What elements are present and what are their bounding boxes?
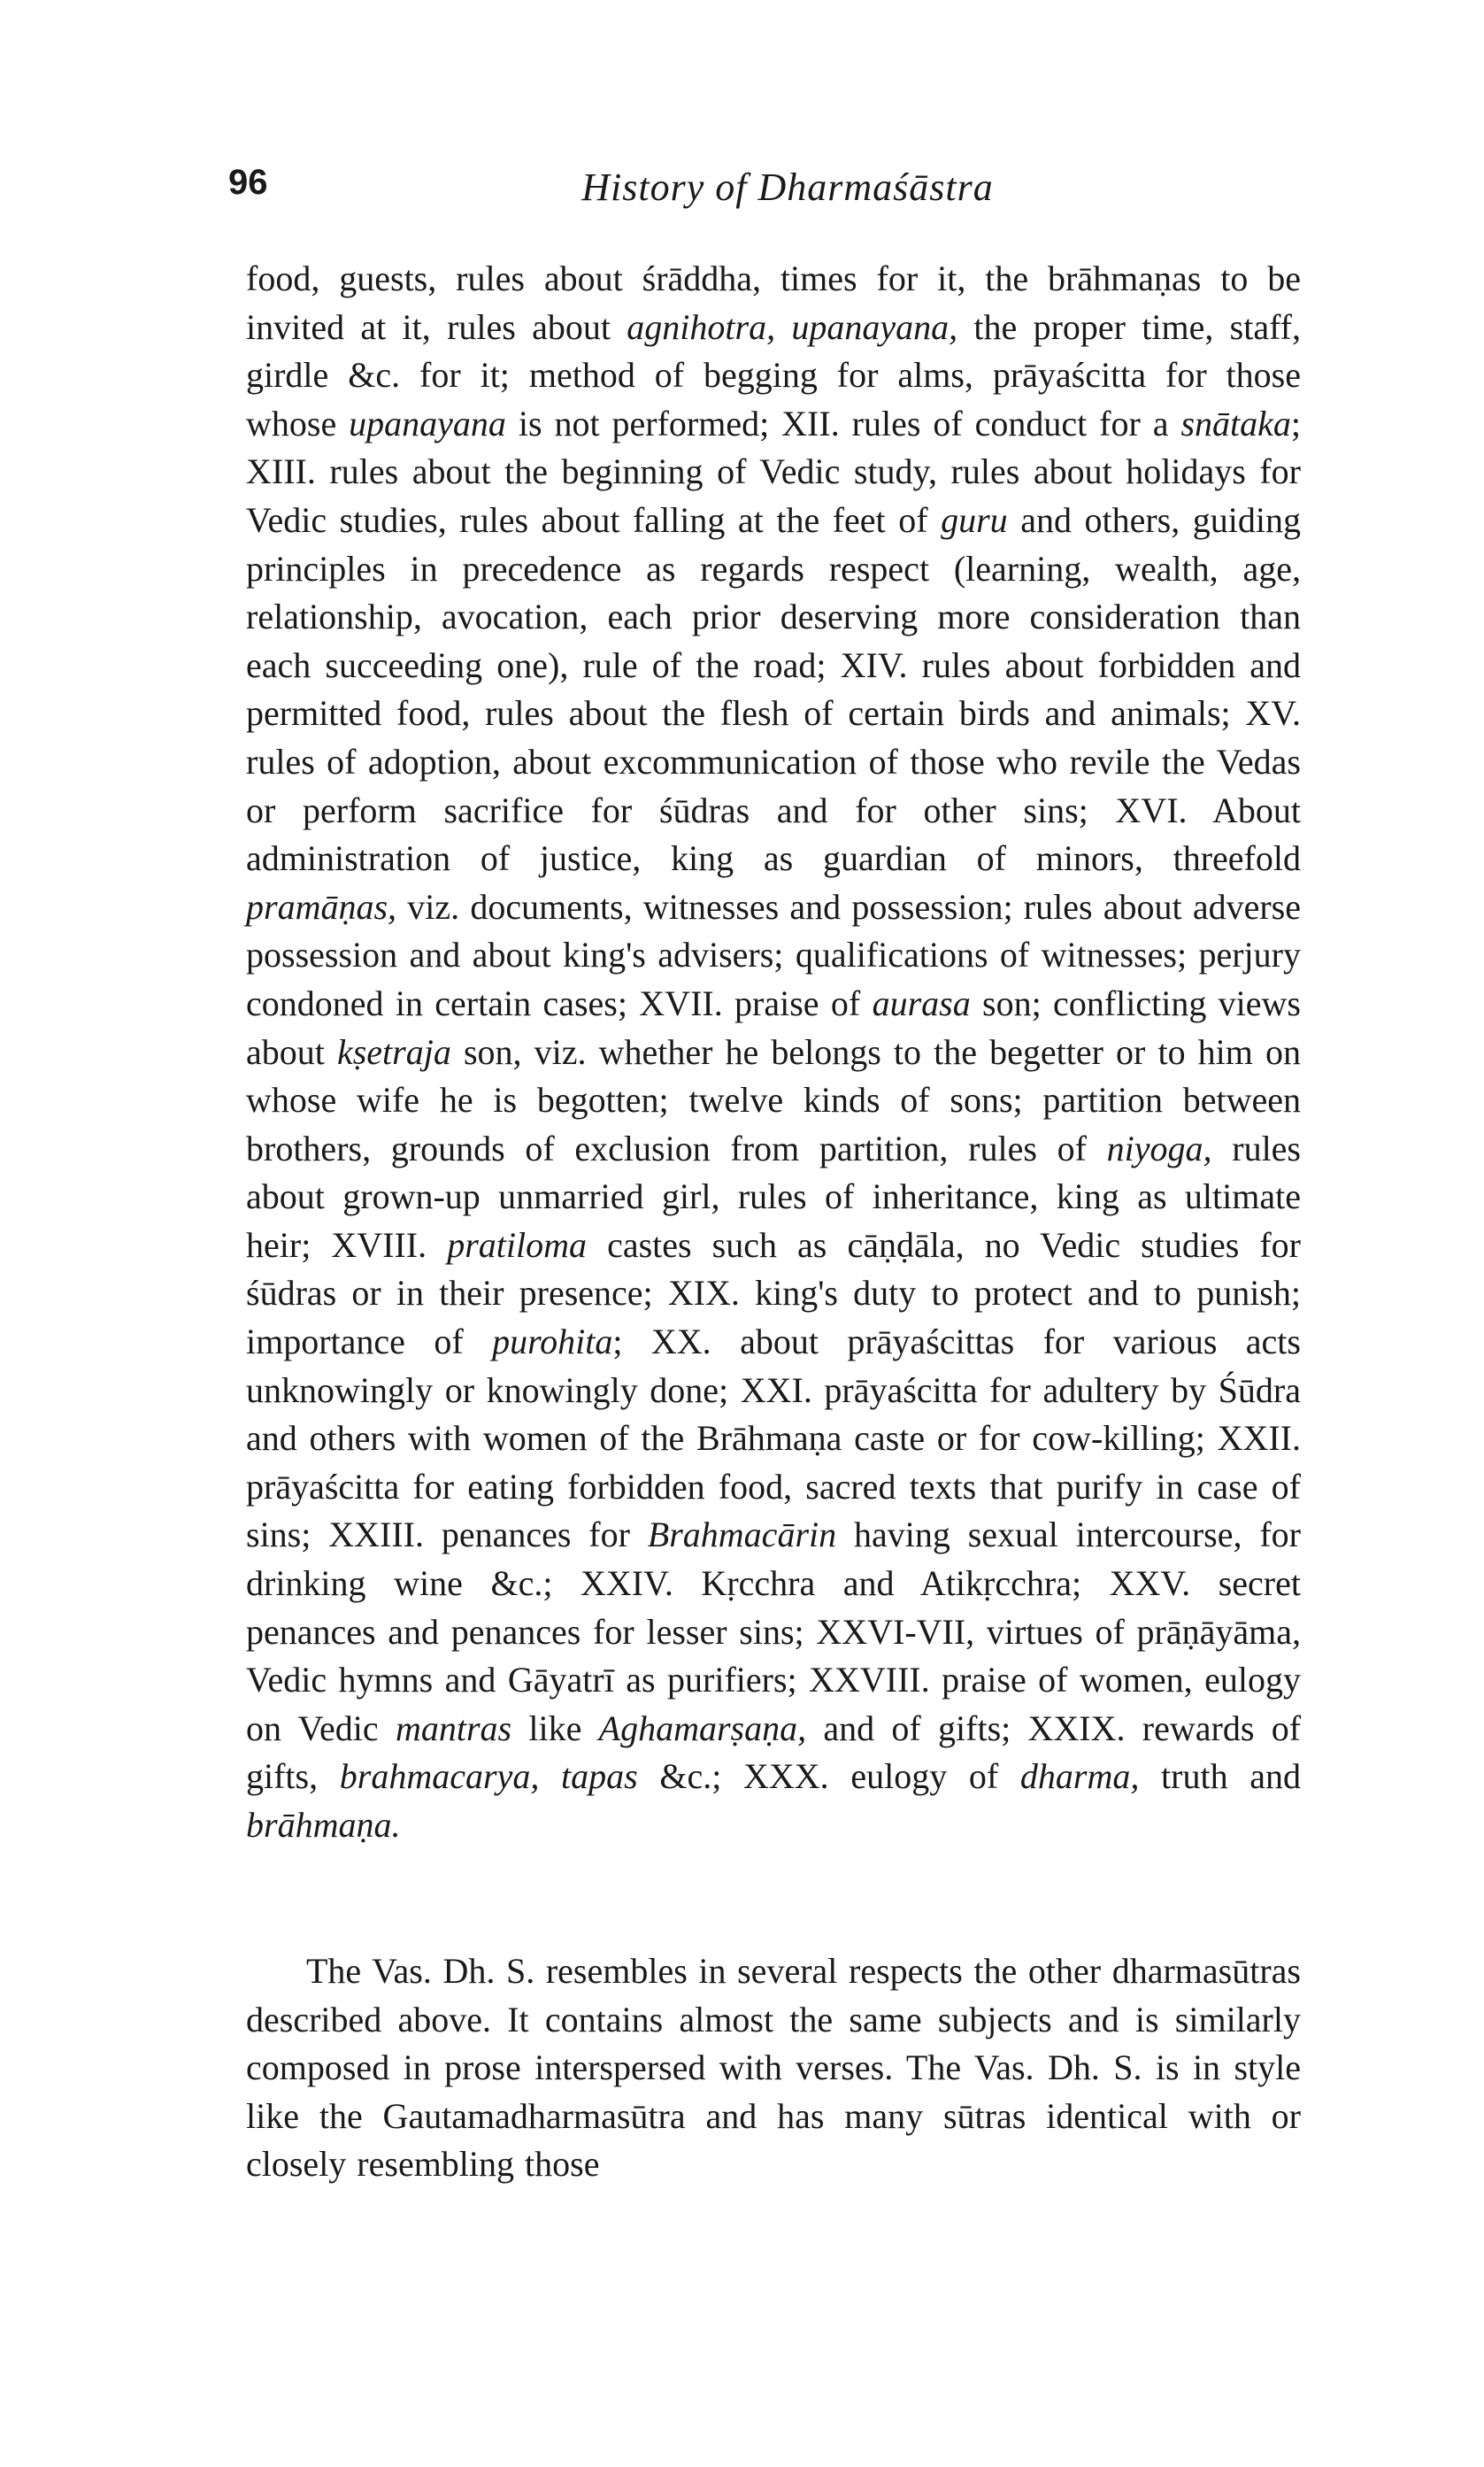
text-span: viz. documents, witnesses and possession; rules about adverse possession and about king's advisers; qualifications of witnesses; perjury condoned in certain cases; XVII. praise of [246, 886, 1301, 1023]
italic-term: pramāṇas, [246, 886, 397, 927]
italic-term: niyoga, [1106, 1128, 1212, 1168]
text-span: like [511, 1708, 599, 1748]
text-span: ; XIII. rules about the beginning of Vedic study, rules about holidays for Vedic studies, rules about falling at the feet of [246, 403, 1301, 540]
body-paragraph-2 [246, 1947, 1301, 2189]
text-span: castes such as cāṇḍāla, no Vedic studies for śūdras or in their presence; XIX. king's duty to protect and to punish; importance of [246, 1224, 1301, 1362]
italic-term: snātaka [1180, 403, 1291, 443]
running-title: History of Dharmaśāstra [581, 166, 994, 209]
italic-term: purohita [492, 1322, 613, 1362]
text-span: and of gifts; XXIX. rewards of gifts, [246, 1708, 1302, 1797]
text-span: &c.; XXX. eulogy of [637, 1756, 1020, 1797]
text-span: and others, guiding principles in precedence as regards respect (learning, wealth, age, relationship, avocation, each prior deserving more consideration than each succeeding one), rule of the road; XIV. rules about forbidden and permitted food, rules about the flesh of certain birds and animals; XV. rules of adoption, about excommunication of those who revile the Vedas or perform sacrifice for śūdras and for other sins; XVI. About administration of justice, king as guardian of minors, threefold [246, 499, 1302, 879]
text-span: is not performed; XII. rules of conduct for a [505, 403, 1181, 443]
italic-term: Aghamarṣaṇa, [598, 1708, 807, 1748]
italic-term: brāhmaṇa. [246, 1805, 401, 1845]
text-span: ; XX. about prāyaścittas for various acts unknowingly or knowingly done; XXI. prāyaścitta for adultery by Śūdra and others with women of the Brāhmaṇa caste or for cow-killing; XXII. prāyaścitta for eating forbidden food, sacred texts that purify in case of sins; XXIII. penances for [246, 1322, 1301, 1555]
body-paragraph-1 [246, 255, 1301, 1850]
text-span: son; conflicting views about [246, 983, 1302, 1072]
page-number: 96 [228, 163, 268, 202]
italic-term: agnihotra, upanayana, [627, 306, 958, 347]
text-span: The Vas. Dh. S. resembles in several respects the other dharmasūtras described above. It contains almost the same subjects and is similarly composed in prose interspersed with verses. The Vas. Dh. S. is in style like the Gautamadharmasūtra and has many sūtras identical with or closely resembling those [246, 1951, 1301, 2185]
text-span: son, viz. whether he belongs to the begetter or to him on whose wife he is begotten; twelve kinds of sons; partition between brothers, grounds of exclusion from partition, rules of [246, 1031, 1301, 1168]
italic-term: guru [941, 499, 1008, 540]
text-span: truth and [1139, 1756, 1301, 1797]
text-span: having sexual intercourse, for drinking wine &c.; XXIV. Kṛcchra and Atikṛcchra; XXV. secret penances and penances for lesser sins; XXVI-VII, virtues of prāṇāyāma, Vedic hymns and Gāyatrī as purifiers; XXVIII. praise of women, eulogy on Vedic [246, 1515, 1301, 1748]
text-span: the proper time, staff, girdle &c. for it; method of begging for alms, prāyaścitta for those whose [246, 306, 1302, 443]
italic-term: Brahmacārin [647, 1515, 837, 1555]
text-span: food, guests, rules about śrāddha, times for it, the brāhmaṇas to be invited at it, rules about [246, 258, 1301, 347]
italic-term: brahmacarya, tapas [339, 1756, 638, 1797]
italic-term: pratiloma [447, 1224, 587, 1265]
italic-term: upanayana [349, 403, 506, 443]
text-span: rules about grown-up unmarried girl, rules of inheritance, king as ultimate heir; XVIII. [246, 1128, 1301, 1265]
italic-term: dharma, [1019, 1756, 1140, 1797]
italic-term: mantras [395, 1708, 512, 1748]
italic-term: kṣetraja [336, 1031, 451, 1072]
italic-term: aurasa [872, 983, 971, 1023]
